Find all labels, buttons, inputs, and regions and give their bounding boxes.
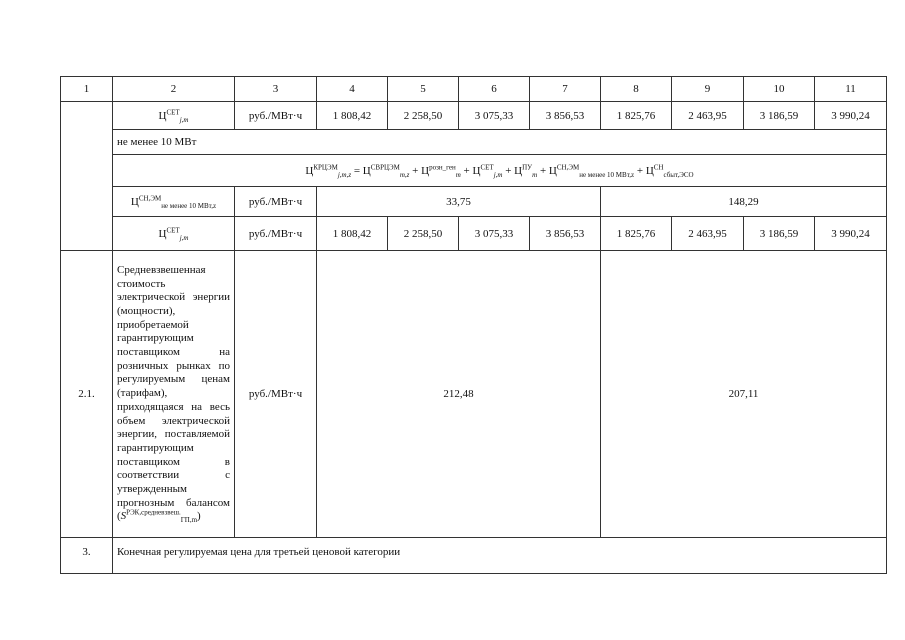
value-cell: 3 186,59: [744, 102, 815, 130]
col-header-4: 4: [317, 77, 388, 102]
col-header-8: 8: [601, 77, 672, 102]
table-row: [61, 251, 887, 538]
row-number: 3.: [61, 538, 113, 574]
tariff-table: [60, 76, 887, 574]
empty-cell: [61, 102, 113, 251]
value-cell: 3 990,24: [815, 102, 887, 130]
section-label: не менее 10 МВт: [113, 130, 887, 155]
symbol-c-sn-em: $Ц^{СН,ЭМ}_{не менее 10 МВт,z}$: [113, 187, 235, 217]
value-cell: 1 825,76: [601, 102, 672, 130]
col-header-7: 7: [530, 77, 601, 102]
value-cell: 33,75: [317, 187, 601, 217]
formula-krc: $Ц^{КРЦЭМ}_{j,m,z} = Ц^{СВРЦЭМ}_{m,z} + Ц^{розн\_ген}_m + Ц^{СЕТ}_{j,m} + Ц^{ПУ}_m + Ц^{СН,ЭМ}_{не менее 10 МВт,z} + Ц^{СН}_{сбыт,ЭСО}$: [113, 155, 887, 187]
row-description: Конечная регулируемая цена для третьей ценовой категории: [113, 538, 887, 574]
col-header-9: 9: [672, 77, 744, 102]
value-cell: 1 825,76: [601, 217, 672, 251]
value-cell: 148,29: [601, 187, 887, 217]
table-row: [61, 130, 887, 155]
col-header-3: 3: [235, 77, 317, 102]
header-row: [61, 77, 887, 102]
col-header-10: 10: [744, 77, 815, 102]
row-description: Средневзвешенная стоимость электрической энергии (мощности), приобретаемой гарантирующим поставщиком на розничных рынках по регулируемым ценам (тарифам), приходящаяся на весь объем электрической энергии, поставляемой гарантирующим поставщиком в соответствии с утвержденным прогнозным балансом $(S^{РЭК,средневзвеш.}_{ГП,m})$: [113, 251, 235, 538]
value-cell: 3 075,33: [459, 217, 530, 251]
value-cell: 3 856,53: [530, 102, 601, 130]
value-cell: 3 856,53: [530, 217, 601, 251]
table-row: [61, 187, 887, 217]
formula-row: [61, 155, 887, 187]
col-header-5: 5: [388, 77, 459, 102]
col-header-1: 1: [61, 77, 113, 102]
value-cell: 2 463,95: [672, 217, 744, 251]
col-header-2: 2: [113, 77, 235, 102]
col-header-6: 6: [459, 77, 530, 102]
symbol-c-cet: $Ц^{СЕТ}_{j,m}$: [113, 217, 235, 251]
value-cell: 2 258,50: [388, 102, 459, 130]
value-cell: 1 808,42: [317, 102, 388, 130]
unit-cell: руб./МВт·ч: [235, 251, 317, 538]
value-cell: 207,11: [601, 251, 887, 538]
unit-cell: руб./МВт·ч: [235, 102, 317, 130]
col-header-11: 11: [815, 77, 887, 102]
unit-cell: руб./МВт·ч: [235, 217, 317, 251]
value-cell: 2 258,50: [388, 217, 459, 251]
table-row: [61, 538, 887, 574]
row-number: 2.1.: [61, 251, 113, 538]
unit-cell: руб./МВт·ч: [235, 187, 317, 217]
value-cell: 3 186,59: [744, 217, 815, 251]
value-cell: 2 463,95: [672, 102, 744, 130]
table-row: [61, 217, 887, 251]
symbol-c-cet: $Ц^{СЕТ}_{j,m}$: [113, 102, 235, 130]
value-cell: 1 808,42: [317, 217, 388, 251]
value-cell: 212,48: [317, 251, 601, 538]
value-cell: 3 075,33: [459, 102, 530, 130]
value-cell: 3 990,24: [815, 217, 887, 251]
table-row: [61, 102, 887, 130]
